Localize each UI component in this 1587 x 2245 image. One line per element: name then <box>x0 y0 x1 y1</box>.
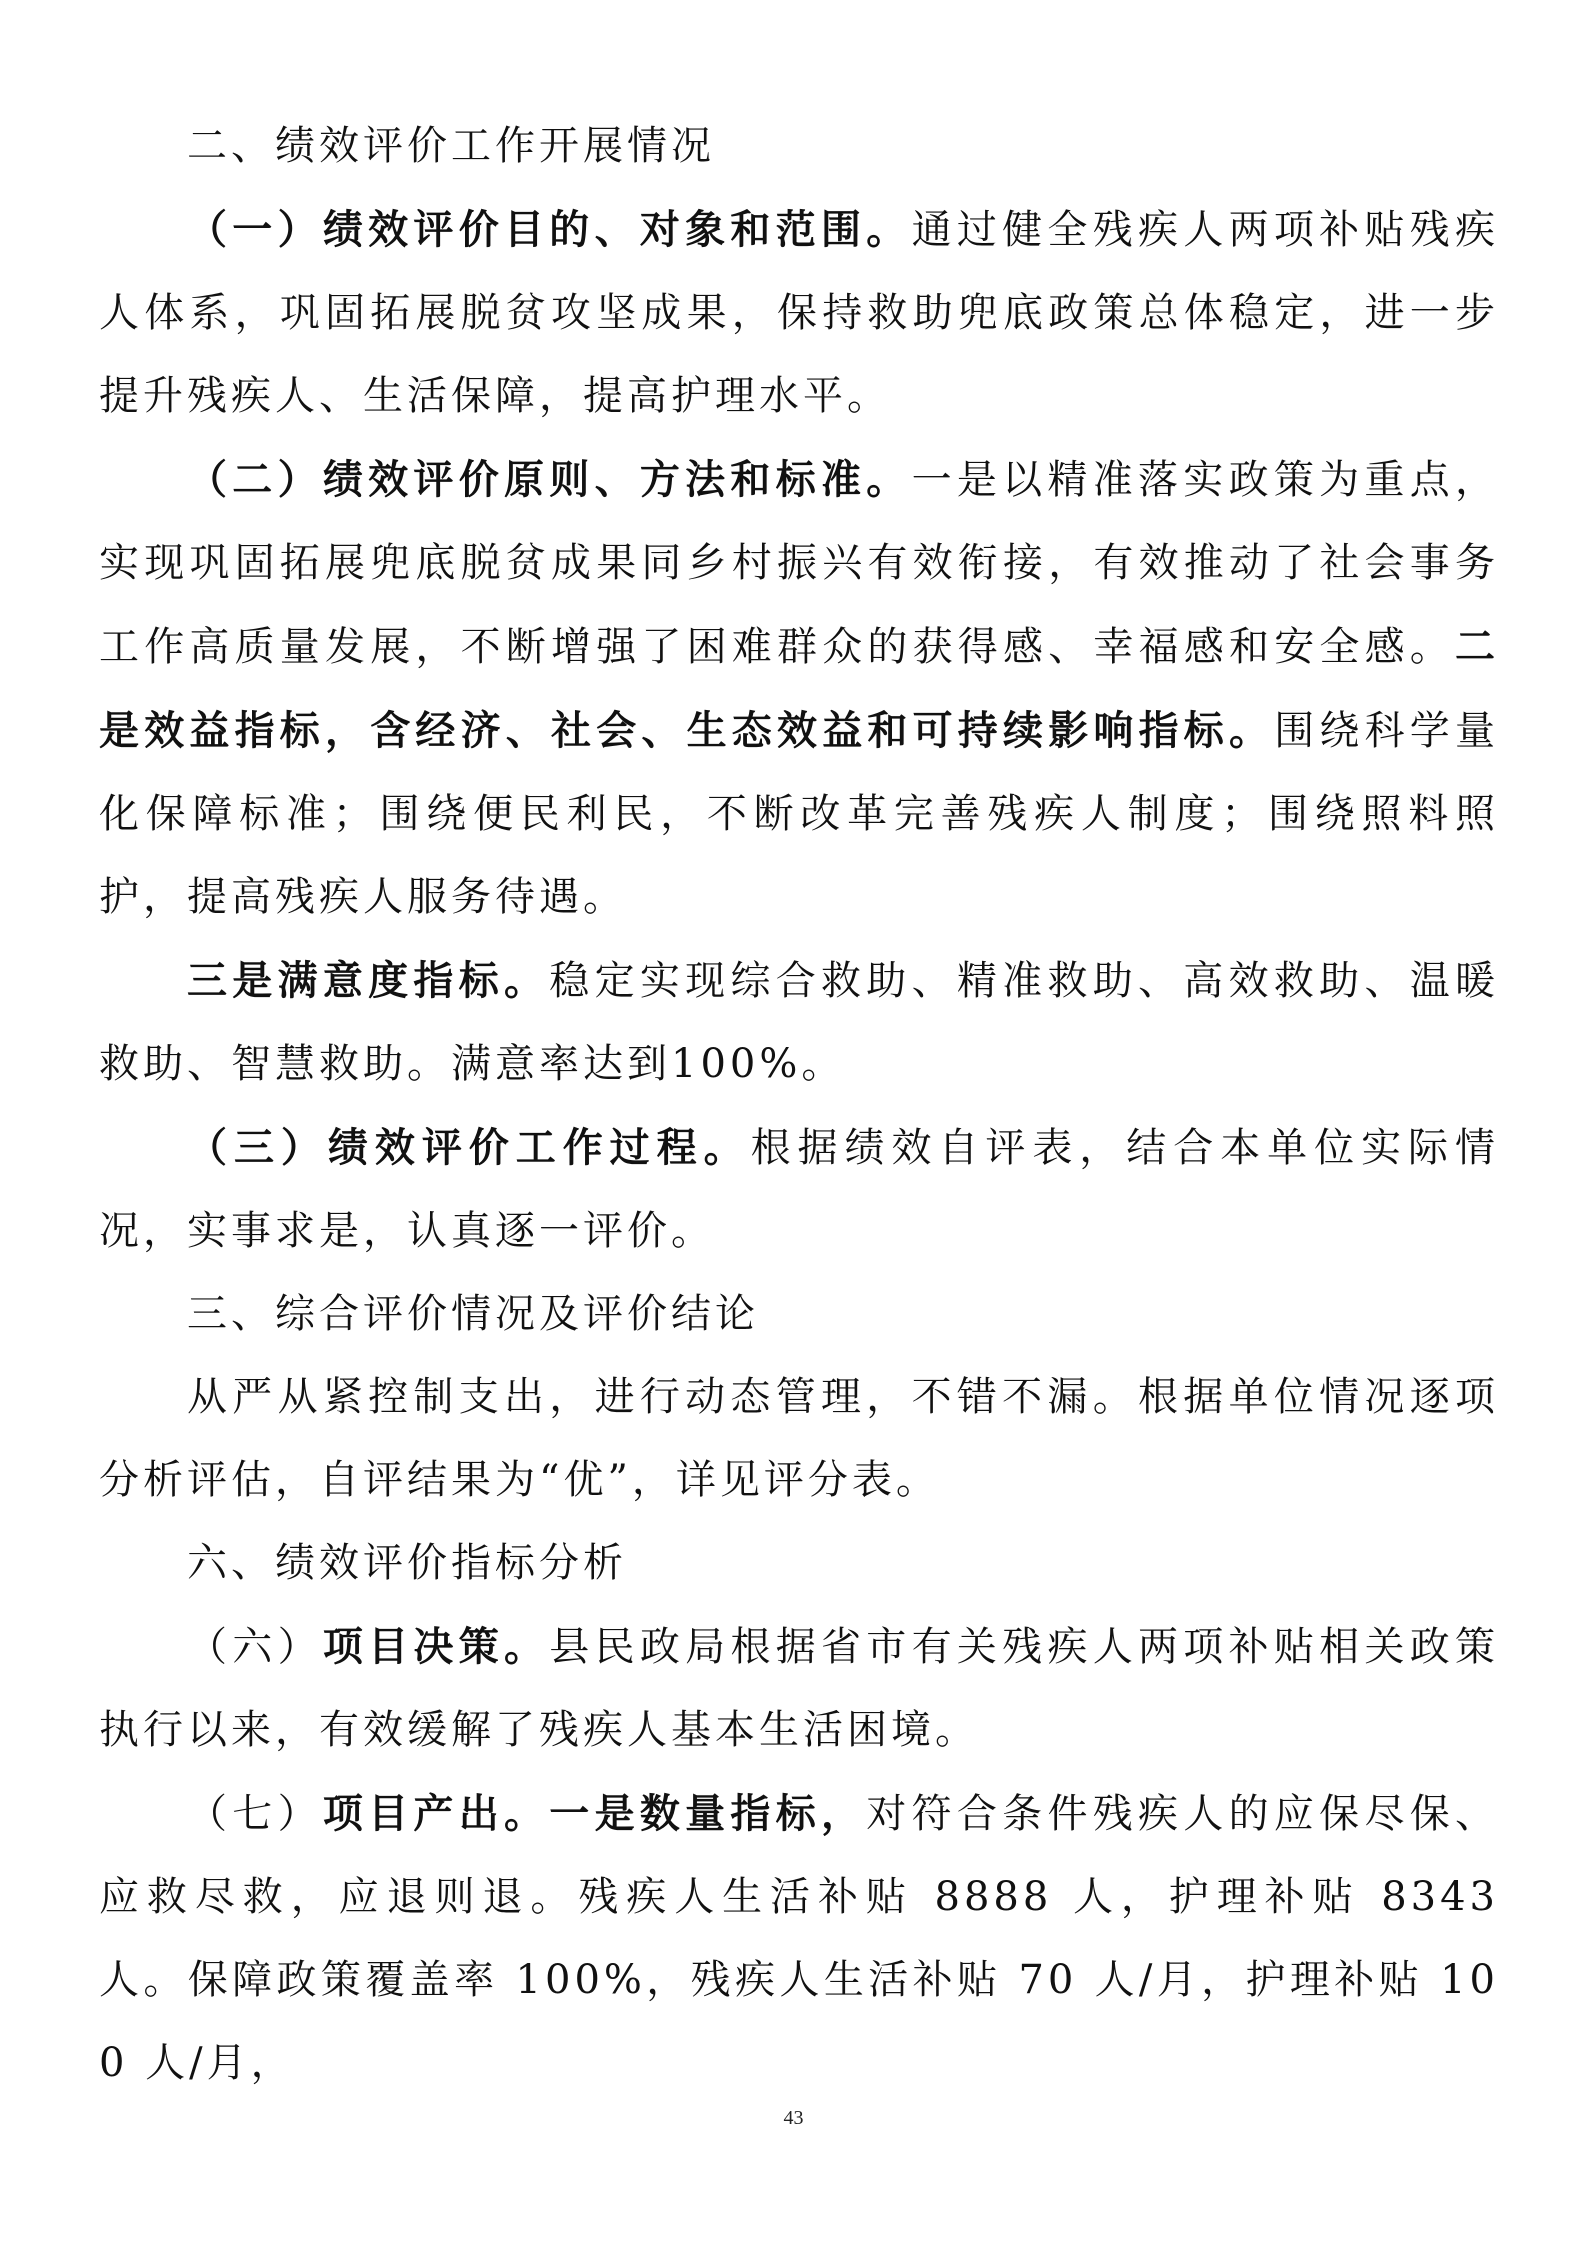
paragraph-lead-bold: 三是满意度指标。 <box>187 957 550 1004</box>
section-heading-3: 三、综合评价情况及评价结论 <box>187 1291 759 1337</box>
section-heading-2: 二、绩效评价工作开展情况 <box>187 123 715 169</box>
paragraph-text: 根据绩效自评表，结合本单位实际情况，实事求是，认真逐一评价。 <box>99 1125 1500 1254</box>
section-heading-6: 六、绩效评价指标分析 <box>187 1540 627 1586</box>
paragraph-project-decision <box>99 1605 1499 1772</box>
paragraph-text: 县民政局根据省市有关残疾人两项补贴相关政策执行以来，有效缓解了残疾人基本生活困境。 <box>99 1624 1500 1753</box>
page-number: 43 <box>783 2107 804 2129</box>
paragraph-lead-bold: （二）绩效评价原则、方法和标准。 <box>187 456 912 503</box>
paragraph-prefix: （七） <box>187 1791 323 1837</box>
paragraph-text: 从严从紧控制支出，进行动态管理，不错不漏。根据单位情况逐项分析评估，自评结果为“优”，详见评分表。 <box>99 1374 1499 1503</box>
paragraph-text: 围绕科学量化保障标准；围绕便民利民，不断改革完善残疾人制度；围绕照料照护，提高残疾人服务待遇。 <box>99 708 1500 920</box>
paragraph-text: 通过健全残疾人两项补贴残疾人体系，巩固拓展脱贫攻坚成果，保持救助兜底政策总体稳定，进一步提升残疾人、生活保障，提高护理水平。 <box>99 207 1500 419</box>
paragraph-text: 对符合条件残疾人的应保尽保、应救尽救，应退则退。残疾人生活补贴 8888 人，护理补贴 8343 人。保障政策覆盖率 100%，残疾人生活补贴 70 人/月，护理补贴 100 人/月， <box>99 1791 1500 2086</box>
paragraph-prefix: （六） <box>187 1624 323 1670</box>
paragraph-lead-bold: （三）绩效评价工作过程。 <box>187 1124 751 1171</box>
paragraph-lead-bold: 项目产出。一是数量指标， <box>322 1790 867 1837</box>
paragraph-satisfaction-indicator <box>99 939 1499 1106</box>
paragraph-conclusion <box>99 1356 1499 1522</box>
paragraph-text: 稳定实现综合救助、精准救助、高效救助、温暖救助、智慧救助。满意率达到100%。 <box>99 958 1500 1087</box>
paragraph-lead-bold: （一）绩效评价目的、对象和范围。 <box>187 206 912 253</box>
paragraph-inline-bold: 二是效益指标，含经济、社会、生态效益和可持续影响指标。 <box>99 623 1499 754</box>
paragraph-text: 一是以精准落实政策为重点，实现巩固拓展兜底脱贫成果同乡村振兴有效衔接，有效推动了社会事务工作高质量发展，不断增强了困难群众的获得感、幸福感和安全感。 <box>99 457 1500 670</box>
paragraph-evaluation-purpose <box>99 188 1499 438</box>
paragraph-project-output <box>99 1772 1499 2105</box>
paragraph-evaluation-principles <box>99 438 1499 939</box>
paragraph-lead-bold: 项目决策。 <box>322 1623 550 1670</box>
document-body <box>99 105 1499 2105</box>
paragraph-evaluation-process <box>99 1106 1499 1273</box>
